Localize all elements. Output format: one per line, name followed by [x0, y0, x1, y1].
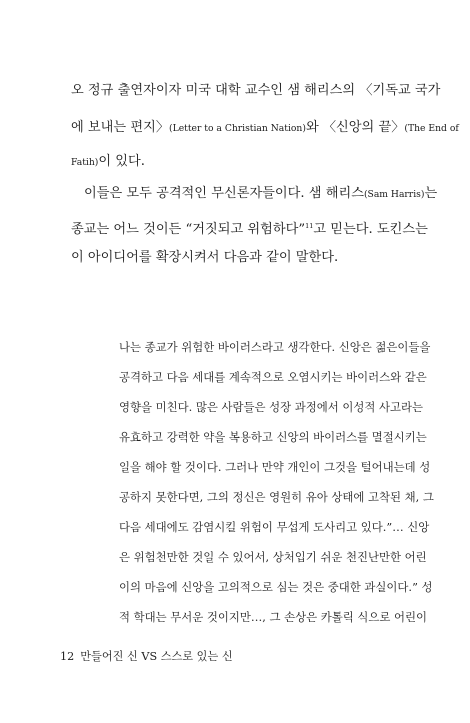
paragraph1-line3: [71, 154, 145, 171]
english-name-harris: (Sam Harris): [363, 189, 425, 200]
paragraph2-line1: [84, 186, 437, 203]
paragraph1-line3-text: 이 있다.: [98, 154, 145, 169]
page-footer: [60, 650, 233, 664]
quote-line-text-end: ” 성: [412, 580, 433, 594]
paragraph2-line2-end: 고 믿는다. 도킨스는: [313, 222, 428, 237]
quote-line: 적 학대는 무서운 것이지만…, 그 손상은 카톨릭 식으로 어린이: [119, 610, 428, 624]
footnote-marker: 11: [305, 222, 314, 230]
english-title-end-of: (The End of: [404, 123, 459, 134]
paragraph2-line1-end: 는: [424, 186, 438, 201]
paragraph2-line2: [71, 218, 428, 238]
paragraph2-line2-text: 종교는 어느 것이든 “거짓되고 위험하다”: [71, 222, 306, 237]
paragraph1-line2-text: 에 보내는 편지〉: [71, 120, 170, 135]
quote-line: 공하지 못한다면, 그의 정신은 영원히 유아 상태에 고착된 채, 그: [119, 490, 434, 504]
paragraph1-line1: [71, 83, 440, 99]
english-title-faith: Fatih): [71, 157, 99, 168]
paragraph1-line1-text: 오 정규 출연자이자 미국 대학 교수인 샘 해리스의 〈기독교 국가: [71, 83, 441, 98]
paragraph2-line3-text: 이 아이디어를 확장시켜서 다음과 같이 말한다.: [71, 250, 339, 265]
quote-line: 나는 종교가 위험한 바이러스라고 생각한다. 신앙은 젊은이들을: [119, 340, 431, 354]
paragraph1-line2-conj: 와 〈신앙의 끝〉: [305, 120, 405, 135]
quote-line: 영향을 미친다. 많은 사람들은 성장 과정에서 이성적 사고라는: [119, 400, 424, 414]
quote-line: 다음 세대에도 감염시킬 위험이 무섭게 도사리고 있다.”… 신앙: [119, 520, 430, 534]
quote-line: 일을 해야 할 것이다. 그러나 만약 개인이 그것을 털어내는데 성: [119, 460, 431, 474]
quote-line: 은 위험천만한 것일 수 있어서, 상처입기 쉬운 천진난만한 어린: [119, 550, 427, 564]
paragraph2-line1-text: 이들은 모두 공격적인 무신론자들이다. 샘 해리스: [84, 186, 364, 201]
quote-line: 유효하고 강력한 약을 복용하고 신앙의 바이러스를 멸절시키는: [119, 430, 427, 444]
english-title-letter: (Letter to a Christian Nation): [169, 123, 306, 134]
quote-line: [119, 580, 433, 594]
quote-line-text: 이의 마음에 신앙을 고의적으로 심는 것은 중대한 과실이다.: [119, 580, 413, 594]
paragraph1-line2: [71, 120, 459, 137]
book-title: 만들어진 신 VS 스스로 있는 신: [80, 650, 233, 663]
paragraph2-line3: [71, 250, 338, 266]
quote-line: 공격하고 다음 세대를 계속적으로 오염시키는 바이러스와 같은: [119, 370, 427, 384]
page-number: 12: [60, 650, 75, 663]
